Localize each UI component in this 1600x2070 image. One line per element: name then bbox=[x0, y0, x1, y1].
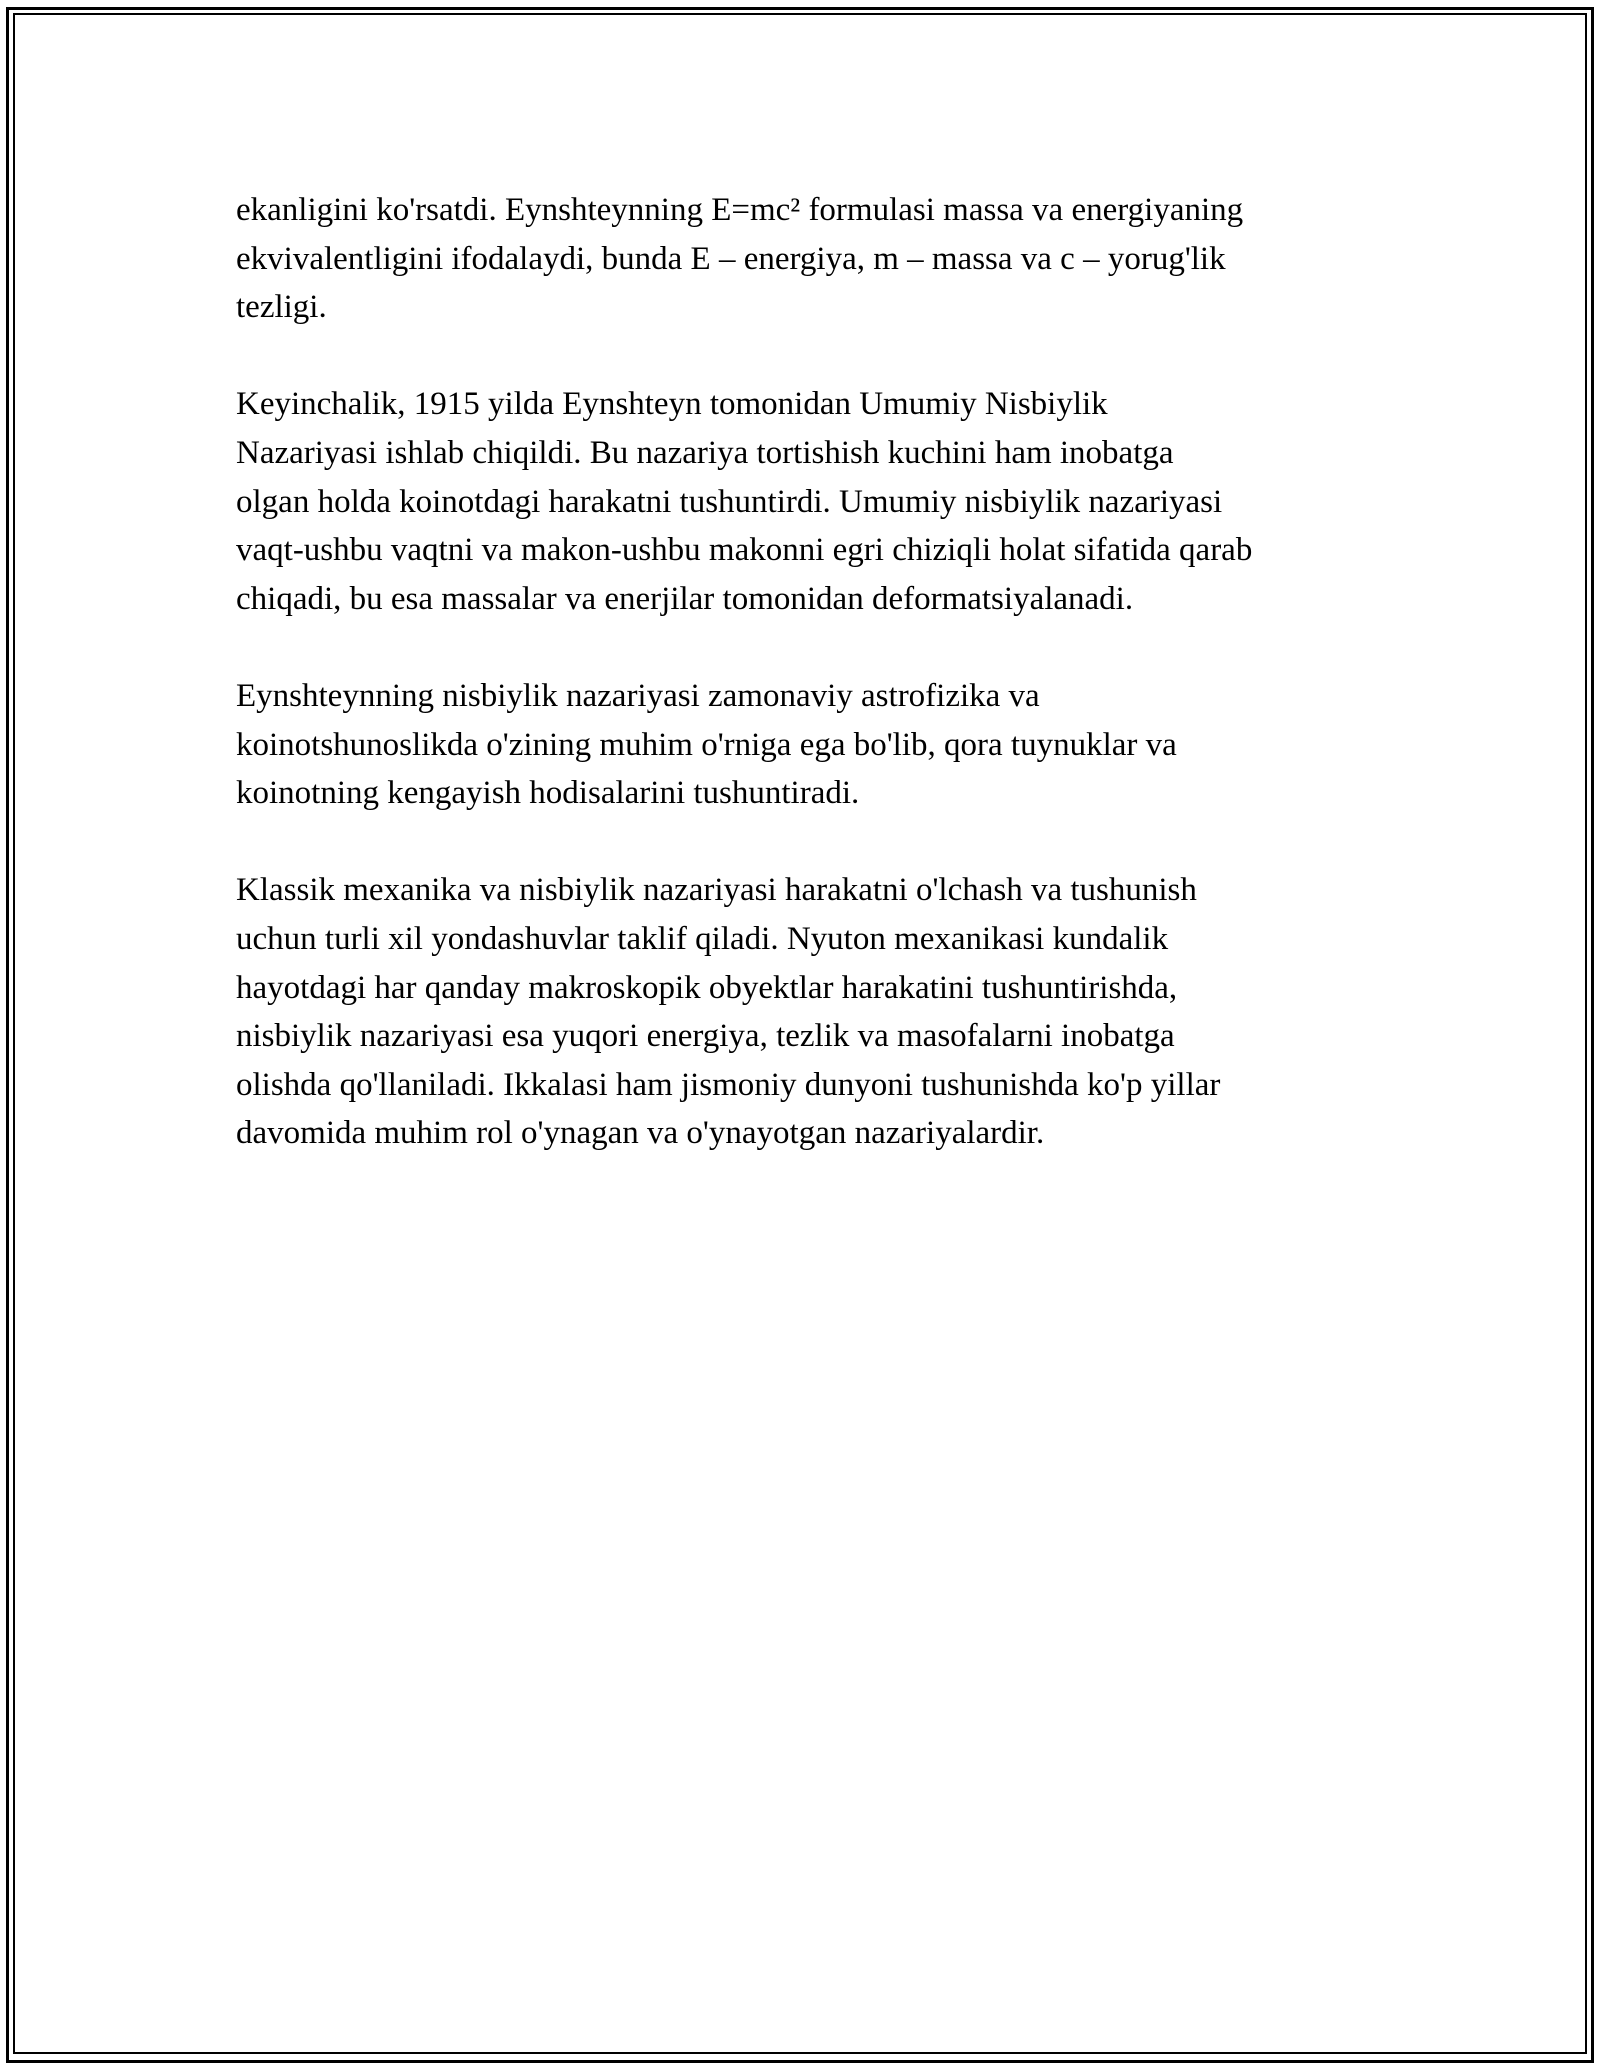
paragraph-general-relativity: Keyinchalik, 1915 yilda Eynshteyn tomonidan Umumiy Nisbiylik Nazariyasi ishlab chiqildi. Bu nazariya tortishish kuchini ham inobatga olgan holda koinotdagi harakatni tushuntirdi. Umumiy nisbiylik nazariyasi vaqt-ushbu vaqtni va makon-ushbu makonni egri chiziqli holat sifatida qarab chiqadi, bu esa massalar va enerjilar tomonidan deformatsiyalanadi. bbox=[236, 386, 1253, 617]
document-body bbox=[236, 186, 1376, 1206]
paragraph-classical-vs-relativity: Klassik mexanika va nisbiylik nazariyasi harakatni o'lchash va tushunish uchun turli xil yondashuvlar taklif qiladi. Nyuton mexanikasi kundalik hayotdagi har qanday makroskopik obyektlar harakatini tushuntirishda, nisbiylik nazariyasi esa yuqori energiya, tezlik va masofalarni inobatga olishda qo'llaniladi. Ikkalasi ham jismoniy dunyoni tushunishda ko'p yillar davomida muhim rol o'ynagan va o'ynayotgan nazariyalardir. bbox=[236, 872, 1221, 1152]
paragraph-astrophysics: Eynshteynning nisbiylik nazariyasi zamonaviy astrofizika va koinotshunoslikda o'zining muhim o'rniga ega bo'lib, qora tuynuklar va koinotning kengayish hodisalarini tushuntiradi. bbox=[236, 677, 1177, 812]
paragraph-emc2: ekanligini ko'rsatdi. Eynshteynning E=mc² formulasi massa va energiyaning ekvivalentligini ifodalaydi, bunda E – energiya, m – massa va c – yorug'lik tezligi. bbox=[236, 192, 1244, 326]
